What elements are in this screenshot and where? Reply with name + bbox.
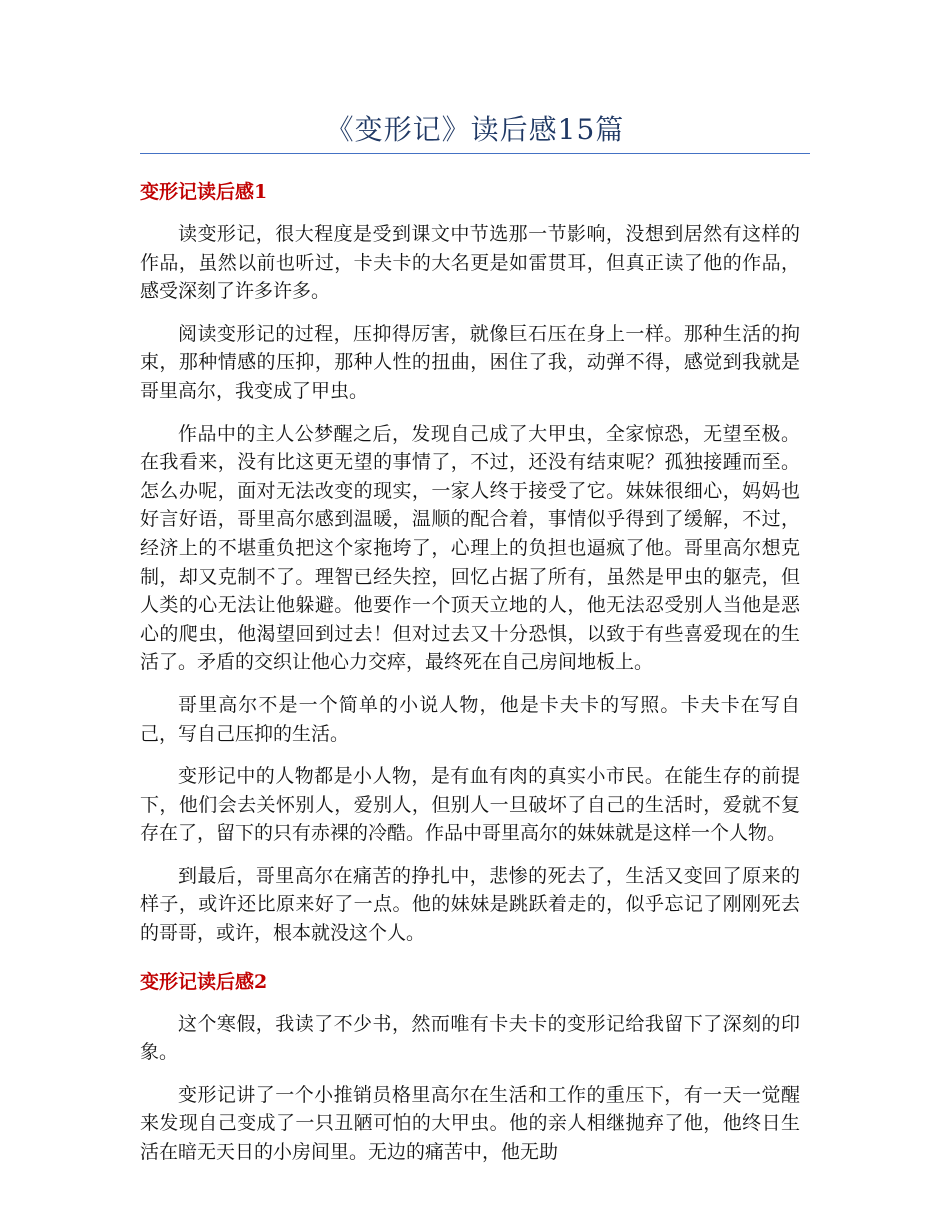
paragraph: 变形记讲了一个小推销员格里高尔在生活和工作的重压下，有一天一觉醒来发现自己变成了一只丑陋可怕的大甲虫。他的亲人相继抛弃了他，他终日生活在暗无天日的小房间里。无边的痛苦中，他无助	[140, 1083, 800, 1164]
paragraph: 变形记中的人物都是小人物，是有血有肉的真实小市民。在能生存的前提下，他们会去关怀别人，爱别人，但别人一旦破坏了自己的生活时，爱就不复存在了，留下的只有赤裸的冷酷。作品中哥里高尔的妹妹就是这样一个人物。	[140, 765, 800, 845]
paragraph: 哥里高尔不是一个简单的小说人物，他是卡夫卡的写照。卡夫卡在写自己，写自己压抑的生活。	[140, 693, 800, 745]
section-heading: 变形记读后感2	[140, 970, 268, 993]
section-heading: 变形记读后感1	[140, 181, 268, 203]
paragraph: 作品中的主人公梦醒之后，发现自己成了大甲虫，全家惊恐，无望至极。在我看来，没有比这更无望的事情了，不过，还没有结束呢？孤独接踵而至。怎么办呢，面对无法改变的现实，一家人终于接受了它。妹妹很细心，妈妈也好言好语，哥里高尔感到温暖，温顺的配合着，事情似乎得到了缓解，不过，经济上的不堪重负把这个家拖垮了，心理上的负担也逼疯了他。哥里高尔想克制，却又克制不了。理智已经失控，回忆占据了所有，虽然是甲虫的躯壳，但人类的心无法让他躲避。他要作一个顶天立地的人，他无法忍受别人当他是恶心的爬虫，他渴望回到过去！但对过去又十分恐惧，以致于有些喜爱现在的生活了。矛盾的交织让他心力交瘁，最终死在自己房间地板上。	[140, 422, 800, 674]
document-body	[140, 172, 800, 1181]
paragraph: 到最后，哥里高尔在痛苦的挣扎中，悲惨的死去了，生活又变回了原来的样子，或许还比原来好了一点。他的妹妹是跳跃着走的，似乎忘记了刚刚死去的哥哥，或许，根本就没这个人。	[140, 864, 800, 945]
section	[140, 962, 800, 1167]
paragraph: 阅读变形记的过程，压抑得厉害，就像巨石压在身上一样。那种生活的拘束，那种情感的压抑，那种人性的扭曲，困住了我，动弹不得，感觉到我就是哥里高尔，我变成了甲虫。	[140, 322, 800, 402]
section	[140, 172, 800, 948]
document-title: 《变形记》读后感15篇	[325, 113, 625, 146]
paragraph: 读变形记，很大程度是受到课文中节选那一节影响，没想到居然有这样的作品，虽然以前也听过，卡夫卡的大名更是如雷贯耳，但真正读了他的作品，感受深刻了许多许多。	[140, 223, 800, 303]
paragraph: 这个寒假，我读了不少书，然而唯有卡夫卡的变形记给我留下了深刻的印象。	[140, 1012, 800, 1064]
title-divider	[140, 153, 810, 154]
